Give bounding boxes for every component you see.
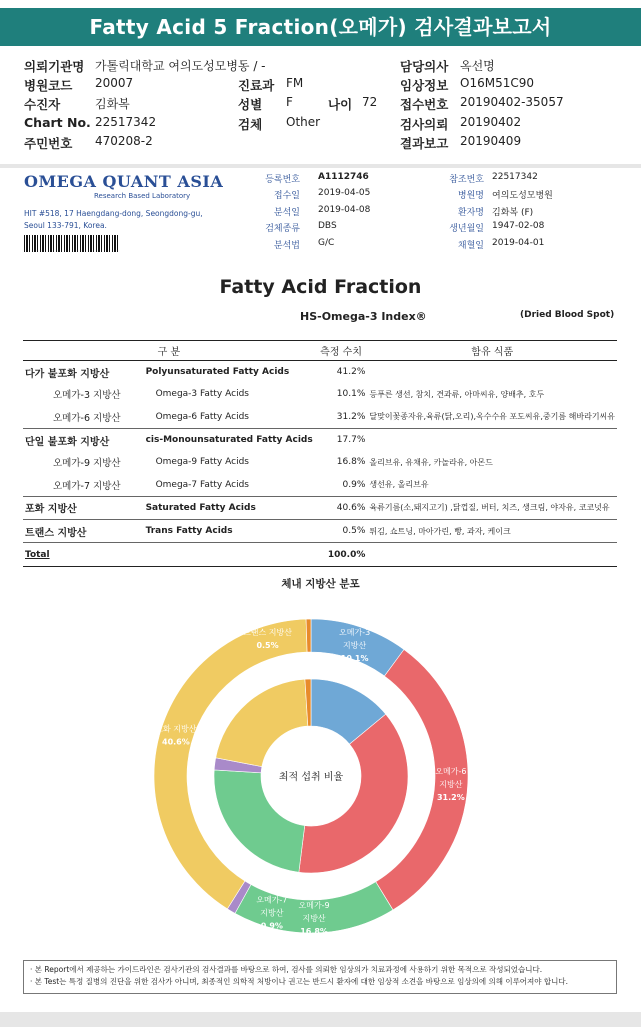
row-foods: 달맞이꽃종자유,육류(닭,오리),옥수수유 포도씨유,중기름 해바라기씨유	[369, 412, 615, 422]
row-category: 오메가-7 지방산	[53, 480, 121, 492]
table-header-row	[23, 341, 617, 361]
row-foods: 등푸른 생선, 참치, 견과류, 아마씨유, 양배추, 호두	[369, 389, 545, 399]
donut-center-label: 최적 섭취 비율	[278, 772, 344, 783]
patient-label: 나이	[328, 97, 353, 112]
row-value: 40.6%	[315, 496, 368, 519]
patient-value: 72	[362, 95, 378, 109]
row-value: 41.2%	[315, 361, 368, 384]
meta-label: 채혈일	[457, 241, 484, 251]
disclaimer-line: · 본 Test는 특정 질병의 진단을 위한 검사가 아니며, 최종적인 의학적 처방이나 권고는 반드시 환자에 대한 임상적 소견을 바탕으로 임상의에 의해 이루어져야 합니다.	[30, 977, 569, 986]
patient-label: 진료과	[238, 78, 275, 93]
outer-ring-slice	[306, 619, 311, 652]
slice-label: 지방산	[343, 640, 367, 650]
row-category: 단일 불포화 지방산	[23, 428, 144, 451]
row-english-name: Omega-3 Fatty Acids	[155, 389, 249, 400]
meta-value: 1947-02-08	[492, 221, 545, 231]
patient-label: 의뢰기관명	[24, 59, 85, 74]
report-subtitle: HS-Omega-3 Index®	[300, 310, 427, 323]
table-row	[23, 428, 617, 451]
table-total-row	[23, 543, 617, 566]
slice-label: 0.5%	[256, 640, 279, 650]
row-category: 오메가-3 지방산	[53, 390, 121, 402]
lab-logo-tagline: Research Based Laboratory	[94, 192, 191, 200]
patient-value: 옥선명	[460, 59, 495, 73]
meta-label: 분석법	[273, 241, 300, 251]
disclaimer-line: · 본 Report에서 제공하는 가이드라인은 검사기관의 검사결과를 바탕으로 하여, 검사를 의뢰한 임상의가 치료과정에 사용하기 위한 목적으로 작성되었습니다.	[30, 965, 543, 974]
disclaimer-box	[23, 960, 617, 994]
patient-value: 20190402-35057	[460, 95, 564, 109]
patient-value: 가톨릭대학교 여의도성모병동 / -	[95, 59, 266, 73]
column-header: 측정 수치	[315, 341, 368, 361]
row-value: 0.5%	[315, 520, 368, 543]
row-category: 포화 지방산	[23, 496, 144, 519]
lab-address	[24, 208, 203, 232]
meta-value: 22517342	[492, 172, 538, 182]
slice-label: 지방산	[439, 779, 463, 789]
row-value: 0.9%	[342, 479, 366, 490]
patient-value: FM	[286, 76, 304, 90]
slice-label: 트랜스 지방산	[243, 627, 292, 637]
meta-label: 검체종류	[265, 224, 300, 234]
patient-label: 접수번호	[400, 97, 449, 112]
meta-label: 등록번호	[265, 175, 300, 185]
patient-value: 20190409	[460, 134, 522, 148]
row-foods: 생선유, 올리브유	[369, 480, 429, 490]
patient-value: 470208-2	[95, 134, 153, 148]
slice-label: 포화 지방산	[155, 724, 197, 734]
slice-label: 지방산	[302, 913, 326, 923]
meta-value: 2019-04-08	[318, 205, 371, 215]
lab-address-line: HIT #518, 17 Haengdang-dong, Seongdong-gu,	[24, 209, 203, 218]
patient-value: 22517342	[95, 115, 157, 129]
column-header: 구 분	[23, 341, 315, 361]
report-title: Fatty Acid 5 Fraction(오메가) 검사결과보고서	[0, 8, 641, 46]
report-section-title: Fatty Acid Fraction	[219, 276, 422, 298]
row-category: 오메가-9 지방산	[53, 458, 121, 470]
slice-label: 오메가-7	[256, 895, 288, 905]
meta-value: 2019-04-05	[318, 188, 371, 198]
fatty-acid-donut-chart	[0, 600, 641, 950]
meta-value: 2019-04-01	[492, 238, 545, 248]
row-foods: 튀김, 쇼트닝, 마아가린, 빵, 과자, 케이크	[367, 520, 617, 543]
slice-label: 16.8%	[300, 926, 328, 936]
row-foods	[367, 428, 617, 451]
report-subtitle-right: (Dried Blood Spot)	[520, 310, 615, 320]
patient-label: 임상정보	[400, 78, 449, 93]
row-value: 10.1%	[336, 389, 366, 400]
row-english-name: Trans Fatty Acids	[144, 520, 315, 543]
row-category: 트랜스 지방산	[23, 520, 144, 543]
column-header: 함유 식품	[367, 341, 617, 361]
patient-value: Other	[286, 115, 321, 129]
patient-label: 검체	[238, 117, 263, 132]
patient-label: 성별	[238, 97, 263, 112]
slice-label: 31.2%	[436, 792, 465, 802]
meta-label: 병원명	[457, 191, 484, 201]
patient-label: 주민번호	[24, 136, 73, 151]
footer-bar	[0, 1012, 641, 1027]
patient-label: 검사의뢰	[400, 117, 449, 132]
patient-value: 20007	[95, 76, 134, 90]
meta-value: 여의도성모병원	[492, 191, 553, 201]
fatty-acid-table	[23, 340, 617, 567]
lab-address-line: Seoul 133-791, Korea.	[24, 221, 107, 230]
row-english-name: cis-Monounsaturated Fatty Acids	[144, 428, 315, 451]
row-value: 16.8%	[336, 457, 366, 468]
row-foods	[367, 361, 617, 384]
meta-label: 환자명	[457, 208, 484, 218]
meta-label: 참조번호	[449, 175, 484, 185]
total-label: Total	[23, 543, 144, 566]
table-row	[23, 361, 617, 384]
section-divider	[0, 164, 641, 168]
row-english-name: Omega-6 Fatty Acids	[155, 411, 249, 422]
report-header	[0, 0, 641, 52]
meta-value: A1112746	[318, 172, 369, 182]
patient-value: F	[286, 95, 293, 109]
meta-value: 김화복 (F)	[492, 208, 534, 218]
row-english-name: Polyunsaturated Fatty Acids	[144, 361, 315, 384]
slice-label: 오메가-6	[435, 766, 467, 776]
table-row	[23, 520, 617, 543]
row-value: 17.7%	[315, 428, 368, 451]
barcode	[24, 235, 120, 252]
patient-label: 수진자	[24, 97, 61, 112]
patient-label: 결과보고	[400, 136, 449, 151]
slice-label: 지방산	[260, 908, 284, 918]
patient-label: 담당의사	[400, 59, 449, 74]
slice-label: 0.9%	[260, 921, 283, 931]
slice-label: 오메가-9	[298, 900, 330, 910]
patient-label: Chart No.	[24, 115, 91, 130]
row-foods: 올리브유, 유채유, 카놀라유, 아몬드	[369, 457, 493, 467]
patient-value: 김화복	[95, 97, 130, 111]
table-row	[23, 406, 617, 429]
slice-label: 40.6%	[162, 737, 190, 747]
patient-value: O16M51C90	[460, 76, 534, 90]
slice-label: 오메가-3	[339, 627, 371, 637]
table-row	[23, 473, 617, 496]
row-category: 오메가-6 지방산	[53, 412, 121, 424]
meta-value: DBS	[318, 221, 337, 231]
lab-logo: OMEGA QUANT ASIA	[24, 172, 224, 191]
patient-value: 20190402	[460, 115, 522, 129]
row-foods: 육류기름(소,돼지고기) ,닭껍질, 버터, 치즈, 생크림, 야자유, 코코넛유	[367, 496, 617, 519]
row-category: 다가 불포화 지방산	[23, 361, 144, 384]
row-english-name: Saturated Fatty Acids	[144, 496, 315, 519]
table-row	[23, 383, 617, 405]
meta-label: 생년월일	[449, 224, 484, 234]
chart-title: 체내 지방산 분포	[281, 578, 360, 590]
meta-value: G/C	[318, 238, 335, 248]
total-spacer	[144, 543, 315, 566]
row-english-name: Omega-7 Fatty Acids	[155, 479, 249, 490]
row-value: 31.2%	[336, 411, 366, 422]
patient-label: 병원코드	[24, 78, 73, 93]
total-value: 100.0%	[315, 543, 368, 566]
slice-label: 10.1%	[340, 653, 369, 663]
table-row	[23, 451, 617, 473]
meta-label: 분석일	[273, 208, 300, 218]
table-row	[23, 496, 617, 519]
total-spacer	[367, 543, 617, 566]
meta-label: 접수일	[273, 191, 300, 201]
row-english-name: Omega-9 Fatty Acids	[155, 457, 249, 468]
